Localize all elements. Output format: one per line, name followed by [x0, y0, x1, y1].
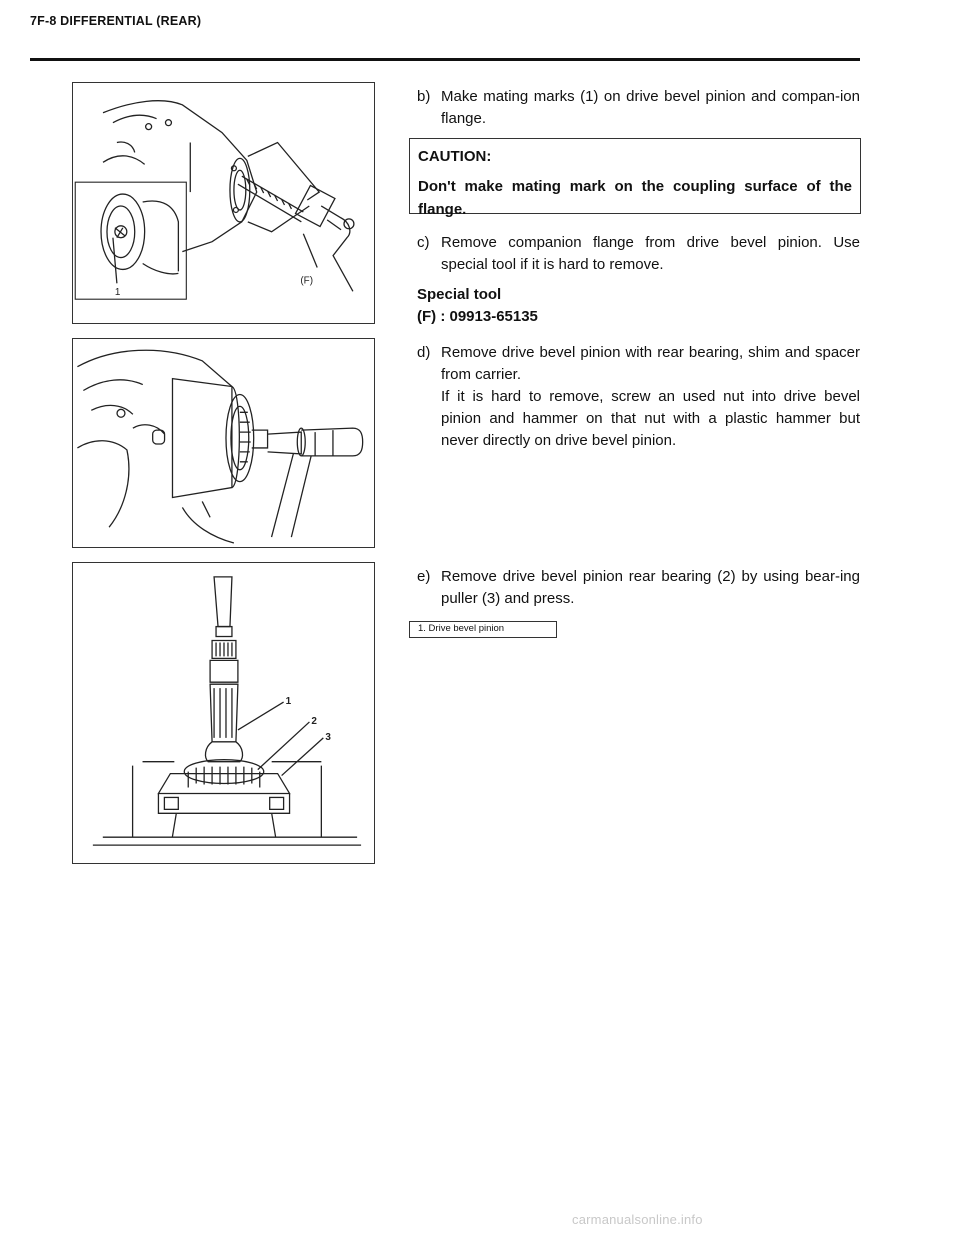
step-letter: b) [417, 88, 431, 105]
step-text-continued: If it is hard to remove, screw an used nut into drive bevel pinion and hammer on that nut with a plastic hammer but never directly on drive bevel pinion. [441, 388, 860, 449]
figure-label-f: (F) [300, 275, 314, 287]
legend-box: 1. Drive bevel pinion [409, 621, 557, 638]
figure-pinion-hammer [72, 338, 375, 548]
figure-label-1: 1 [114, 287, 121, 299]
step-letter: d) [417, 344, 431, 361]
step-letter: c) [417, 234, 430, 251]
header-divider [30, 58, 860, 61]
step-letter: e) [417, 568, 431, 585]
figure-label-1: 1 [285, 696, 292, 708]
figure-label-2: 2 [311, 715, 317, 727]
step-d [417, 342, 860, 452]
special-tool-value: (F) : 09913-65135 [417, 308, 538, 325]
special-tool [417, 284, 538, 328]
page-title: 7F-8 DIFFERENTIAL (REAR) [30, 14, 202, 28]
step-text: Remove drive bevel pinion rear bearing (2) by using bear-ing puller (3) and press. [441, 568, 860, 607]
figure-bearing-press [72, 562, 375, 864]
figure-label-3: 3 [325, 731, 331, 743]
caution-box [409, 138, 861, 218]
step-e [417, 566, 860, 610]
page-header [30, 14, 860, 60]
step-text: Make mating marks (1) on drive bevel pinion and compan-ion flange. [441, 88, 860, 127]
step-c [417, 232, 860, 276]
figure-companion-flange-puller [72, 82, 375, 324]
step-text: Remove drive bevel pinion with rear bearing, shim and spacer from carrier. [441, 344, 860, 383]
watermark: carmanualsonline.info [572, 1212, 703, 1227]
special-tool-title: Special tool [417, 286, 502, 303]
step-b [417, 86, 860, 130]
caution-body: Don't make mating mark on the coupling surface of the flange. [418, 178, 852, 218]
caution-title: CAUTION: [418, 148, 492, 165]
step-text: Remove companion flange from drive bevel pinion. Use special tool if it is hard to remove. [441, 234, 860, 273]
